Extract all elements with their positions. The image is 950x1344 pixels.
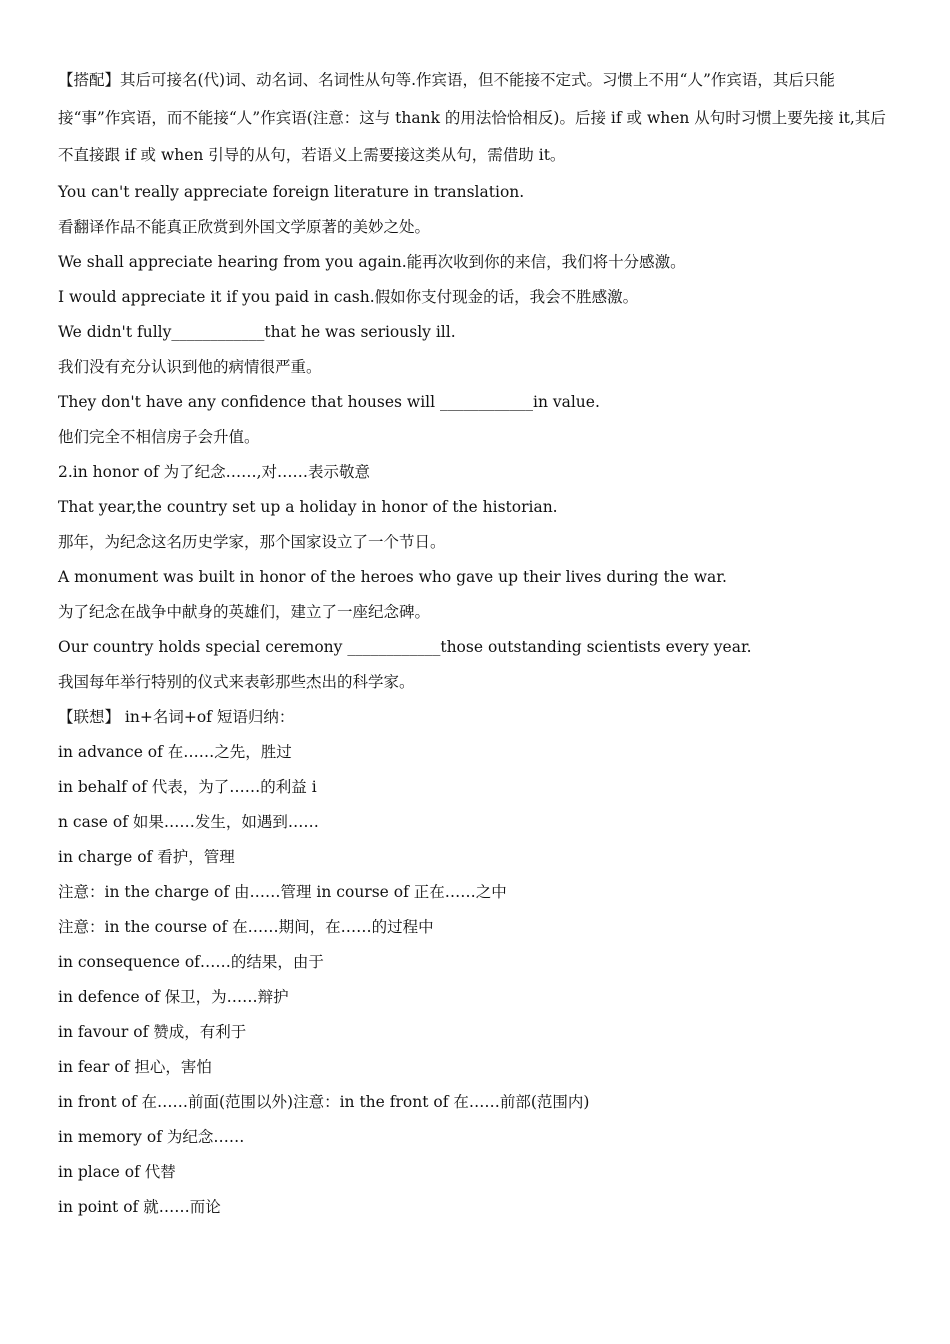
exercise-fill-blank: They don't have any confidence that houses will ____________in value. [58, 392, 600, 411]
phrase-item: in defence of 保卫，为……辩护 [58, 987, 289, 1006]
phrase-item: in place of 代替 [58, 1162, 176, 1181]
phrase-item: in advance of 在……之先，胜过 [58, 742, 292, 761]
exercise-fill-blank: We didn't fully____________that he was seriously ill. [58, 322, 456, 341]
association-heading: 【联想】 in+名词+of 短语归纳： [58, 707, 295, 726]
phrase-item: in memory of 为纪念…… [58, 1127, 245, 1146]
example-sentence-en: A monument was built in honor of the heroes who gave up their lives during the war. [58, 567, 727, 586]
phrase-item: in charge of 看护，管理 [58, 847, 235, 866]
phrase-note: 注意：in the charge of 由……管理 in course of 正在……之中 [58, 882, 507, 901]
phrase-note: 注意：in the course of 在……期间，在……的过程中 [58, 917, 434, 936]
phrase-item: in consequence of……的结果，由于 [58, 952, 324, 971]
section-heading-in-honor-of: 2.in honor of 为了纪念……,对……表示敬意 [58, 462, 371, 481]
phrase-item: in favour of 赞成，有利于 [58, 1022, 247, 1041]
example-translation-zh: 为了纪念在战争中献身的英雄们，建立了一座纪念碑。 [58, 602, 431, 621]
phrase-item: in point of 就……而论 [58, 1197, 221, 1216]
example-sentence-en: That year,the country set up a holiday in honor of the historian. [58, 497, 558, 516]
phrase-item: in front of 在……前面(范围以外)注意：in the front of 在……前部(范围内) [58, 1092, 590, 1111]
usage-note-paragraph: 【搭配】其后可接名(代)词、动名词、名词性从句等.作宾语，但不能接不定式。习惯上不用“人”作宾语，其后只能接“事”作宾语，而不能接“人”作宾语(注意：这与 thank 的用法恰恰相反)。后接 if 或 when 从句时习惯上要先接 it,其后不直接跟 if 或 when 引导的从句，若语义上需要接这类从句，需借助 it。 [58, 71, 886, 164]
exercise-translation-zh: 我国每年举行特别的仪式来表彰那些杰出的科学家。 [58, 672, 415, 691]
exercise-fill-blank: Our country holds special ceremony ____________those outstanding scientists every year. [58, 637, 752, 656]
phrase-item: in behalf of 代表，为了……的利益 i [58, 777, 317, 796]
example-sentence-bilingual: I would appreciate it if you paid in cash.假如你支付现金的话，我会不胜感激。 [58, 287, 639, 306]
exercise-translation-zh: 他们完全不相信房子会升值。 [58, 427, 260, 446]
example-translation-zh: 那年，为纪念这名历史学家，那个国家设立了一个节日。 [58, 532, 446, 551]
example-sentence-en: You can't really appreciate foreign literature in translation. [58, 182, 525, 201]
document-body [58, 62, 890, 1225]
phrase-item: n case of 如果……发生，如遇到…… [58, 812, 319, 831]
example-sentence-bilingual: We shall appreciate hearing from you again.能再次收到你的来信，我们将十分感激。 [58, 252, 686, 271]
example-translation-zh: 看翻译作品不能真正欣赏到外国文学原著的美妙之处。 [58, 217, 431, 236]
phrase-item: in fear of 担心，害怕 [58, 1057, 212, 1076]
exercise-translation-zh: 我们没有充分认识到他的病情很严重。 [58, 357, 322, 376]
